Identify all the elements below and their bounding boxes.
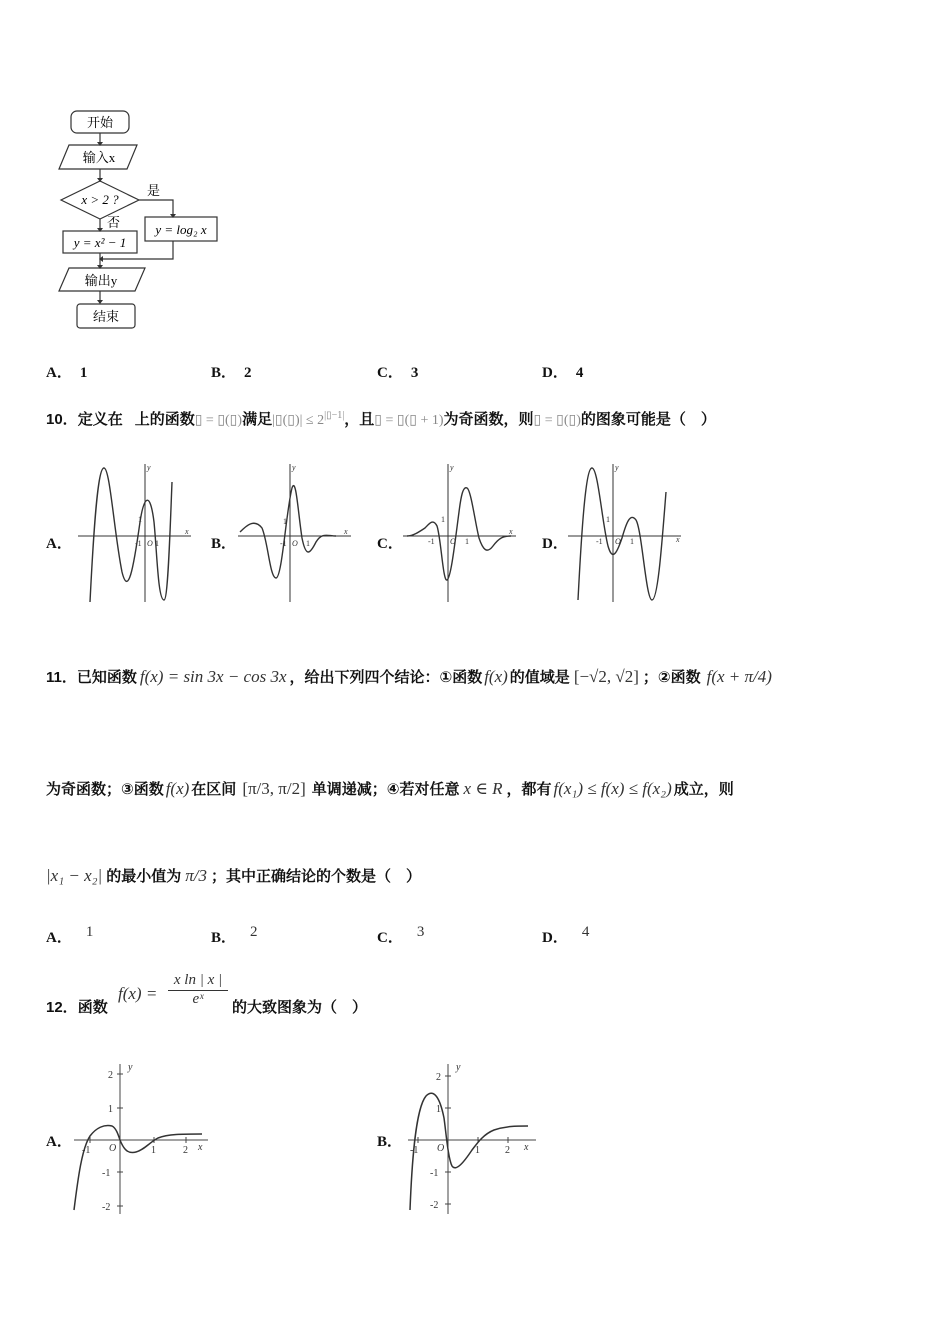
q10-graph-d	[568, 462, 683, 604]
tick-neg1: -1	[280, 539, 287, 548]
tick-1: 1	[306, 539, 310, 548]
q11-x-in-r: x ∈ R	[463, 779, 503, 798]
x-axis-label: x	[185, 527, 189, 536]
q12-option-a[interactable]: A．	[46, 1134, 72, 1150]
tick-1: 1	[155, 539, 159, 548]
option-value: 1	[79, 365, 88, 381]
q10-option-a[interactable]: A．	[46, 536, 72, 552]
q9-option-d[interactable]	[542, 361, 583, 382]
q10-math-2: |▯(▯)| ≤ 2	[272, 413, 325, 428]
y-axis-label: y	[450, 463, 454, 472]
origin-label: O	[450, 537, 456, 546]
y-tick-1: 1	[138, 515, 142, 524]
y-axis-label: y	[147, 463, 151, 472]
q11-option-a[interactable]	[46, 924, 93, 947]
origin-label: O	[437, 1143, 445, 1154]
option-value: 3	[410, 365, 419, 381]
q11-text-5: 为奇函数；③函数	[46, 781, 164, 798]
x-tick-neg1: -1	[82, 1145, 91, 1156]
flowchart-right-process-label: y = log₂ x	[155, 222, 207, 237]
x-axis-label: x	[509, 527, 513, 536]
flowchart-output-label: 输出y	[84, 273, 118, 288]
q11-range: [−√2, √2]	[573, 667, 639, 686]
q11-text-4: ；②函数	[642, 669, 701, 686]
origin-label: O	[109, 1143, 117, 1154]
q10-graph-a	[78, 462, 193, 604]
q10-text-5: 为奇函数，则	[443, 411, 534, 428]
y-axis-label: y	[456, 1062, 461, 1073]
q10-text-3: 满足	[242, 411, 273, 428]
x-tick-1: 1	[475, 1145, 480, 1156]
flowchart-left-process-label: y = x² − 1	[73, 235, 127, 250]
option-label: C．	[377, 365, 403, 381]
y-axis-label: y	[292, 463, 296, 472]
q11-text-2: ，给出下列四个结论：①函数	[289, 669, 483, 686]
q11-inequality: f(x₁) ≤ f(x) ≤ f(x₂)	[553, 779, 672, 798]
q12-fraction	[168, 972, 228, 1008]
y-tick-neg1: -1	[102, 1168, 111, 1179]
q11-text-9: 成立，则	[673, 781, 734, 798]
q10-text-4: ，且	[344, 411, 375, 428]
q12-graph-a	[72, 1058, 212, 1218]
q10-option-c[interactable]: C．	[377, 536, 403, 552]
flowchart-start-label: 开始	[86, 115, 114, 130]
origin-label: O	[147, 539, 153, 548]
flowchart	[55, 105, 245, 335]
option-label: A．	[46, 365, 72, 381]
tick-1: 1	[465, 537, 469, 546]
option-value: 2	[244, 365, 252, 381]
y-tick-1: 1	[283, 517, 287, 526]
flowchart-yes-label: 是	[147, 183, 161, 198]
q11-abs-difference: |x₁ − x₂|	[46, 866, 103, 885]
x-tick-2: 2	[505, 1145, 510, 1156]
q10-math-2-exponent: |▯−1|	[324, 410, 345, 421]
x-axis-label: x	[198, 1142, 203, 1153]
option-label: D．	[542, 930, 568, 946]
q11-interval: [π/3, π/2]	[242, 779, 306, 798]
q11-function-f: f(x)	[484, 667, 508, 686]
question-number: 10．	[46, 411, 78, 428]
option-label: B．	[211, 365, 237, 381]
x-axis-label: x	[524, 1142, 529, 1153]
y-tick-neg1: -1	[430, 1168, 439, 1179]
y-tick-1: 1	[606, 515, 610, 524]
origin-label: O	[292, 539, 298, 548]
q12-stem	[46, 996, 108, 1017]
q10-option-b[interactable]: B．	[211, 536, 237, 552]
option-value: 1	[85, 924, 94, 940]
q11-text-7: 单调递减；④若对任意	[311, 781, 460, 798]
q10-text-6: 的图象可能是（ ）	[580, 411, 716, 428]
y-tick-neg2: -2	[430, 1200, 439, 1211]
tick-neg1: -1	[596, 537, 603, 546]
q12-option-b[interactable]: B．	[377, 1134, 403, 1150]
option-value: 2	[250, 924, 258, 940]
y-tick-neg2: -2	[102, 1202, 111, 1213]
q11-min-value: π/3	[185, 866, 207, 885]
curve	[578, 468, 666, 600]
flowchart-input-label: 输入x	[82, 150, 116, 165]
question-number: 12．	[46, 999, 78, 1016]
q9-option-a[interactable]	[46, 361, 87, 382]
option-value: 4	[581, 924, 590, 940]
q11-text-3: 的值域是	[509, 669, 570, 686]
x-tick-2: 2	[183, 1145, 188, 1156]
tick-neg1: -1	[428, 537, 435, 546]
q10-graph-b	[238, 462, 353, 604]
q11-text-8: ，都有	[506, 781, 552, 798]
q11-option-b[interactable]	[211, 924, 258, 947]
curve	[74, 1125, 202, 1210]
curve	[240, 486, 336, 578]
q11-stem-line-1	[46, 666, 772, 687]
q11-function-f: f(x)	[165, 779, 190, 798]
tick-1: 1	[630, 537, 634, 546]
q11-option-d[interactable]	[542, 924, 589, 947]
curve	[410, 1093, 528, 1210]
q11-function-definition: f(x) = sin 3x − cos 3x	[139, 667, 287, 686]
q11-text-11: ；其中正确结论的个数是（ ）	[211, 868, 422, 885]
q9-option-c[interactable]	[377, 361, 418, 382]
q11-text-1: 已知函数	[76, 669, 137, 686]
option-value: 4	[575, 365, 584, 381]
q12-graph-b	[406, 1058, 546, 1218]
q10-math-4: ▯ = ▯(▯)	[533, 413, 581, 428]
y-tick-2: 2	[108, 1070, 113, 1081]
q10-text-2: 上的函数	[134, 411, 195, 428]
flowchart-condition-label: x > 2 ?	[81, 192, 119, 207]
option-label: A．	[46, 930, 72, 946]
option-label: C．	[377, 930, 403, 946]
y-tick-1: 1	[436, 1104, 441, 1115]
flowchart-end-label: 结束	[92, 309, 120, 324]
q11-stem-line-2	[46, 778, 734, 799]
x-tick-1: 1	[151, 1145, 156, 1156]
q10-math-1: ▯ = ▯(▯)	[194, 413, 243, 428]
q11-stem-line-3	[46, 865, 421, 886]
tick-neg1: -1	[135, 539, 142, 548]
q10-stem	[46, 408, 716, 429]
q12-function-lhs: f(x) =	[118, 984, 158, 1003]
curve	[407, 488, 511, 580]
x-tick-neg1: -1	[410, 1145, 419, 1156]
q12-text-1: 函数	[77, 999, 108, 1016]
q10-graph-c	[403, 462, 518, 604]
curve	[90, 468, 172, 602]
y-axis-label: y	[615, 463, 619, 472]
q11-option-c[interactable]	[377, 924, 424, 947]
q12-text-2: 的大致图象为（ ）	[232, 999, 368, 1016]
y-axis-label: y	[128, 1062, 133, 1073]
x-axis-label: x	[344, 527, 348, 536]
q11-function-shifted: f(x + π/4)	[706, 667, 772, 686]
flowchart-no-label: 否	[107, 215, 121, 230]
y-tick-1: 1	[441, 515, 445, 524]
origin-label: O	[615, 537, 621, 546]
x-axis-label: x	[676, 535, 680, 544]
q9-option-b[interactable]	[211, 361, 252, 382]
y-tick-2: 2	[436, 1072, 441, 1083]
question-number: 11．	[46, 669, 77, 686]
option-label: B．	[211, 930, 237, 946]
y-tick-1: 1	[108, 1104, 113, 1115]
q11-text-6: 在区间	[191, 781, 237, 798]
option-label: D．	[542, 365, 568, 381]
q11-text-10: 的最小值为	[106, 868, 182, 885]
option-value: 3	[416, 924, 425, 940]
q10-option-d[interactable]: D．	[542, 536, 568, 552]
q10-text-1: 定义在	[77, 411, 123, 428]
q12-denominator: eˣ	[192, 991, 204, 1007]
q12-numerator: x ln | x |	[168, 972, 228, 991]
q10-math-3: ▯ = ▯(▯ + 1)	[374, 413, 444, 428]
